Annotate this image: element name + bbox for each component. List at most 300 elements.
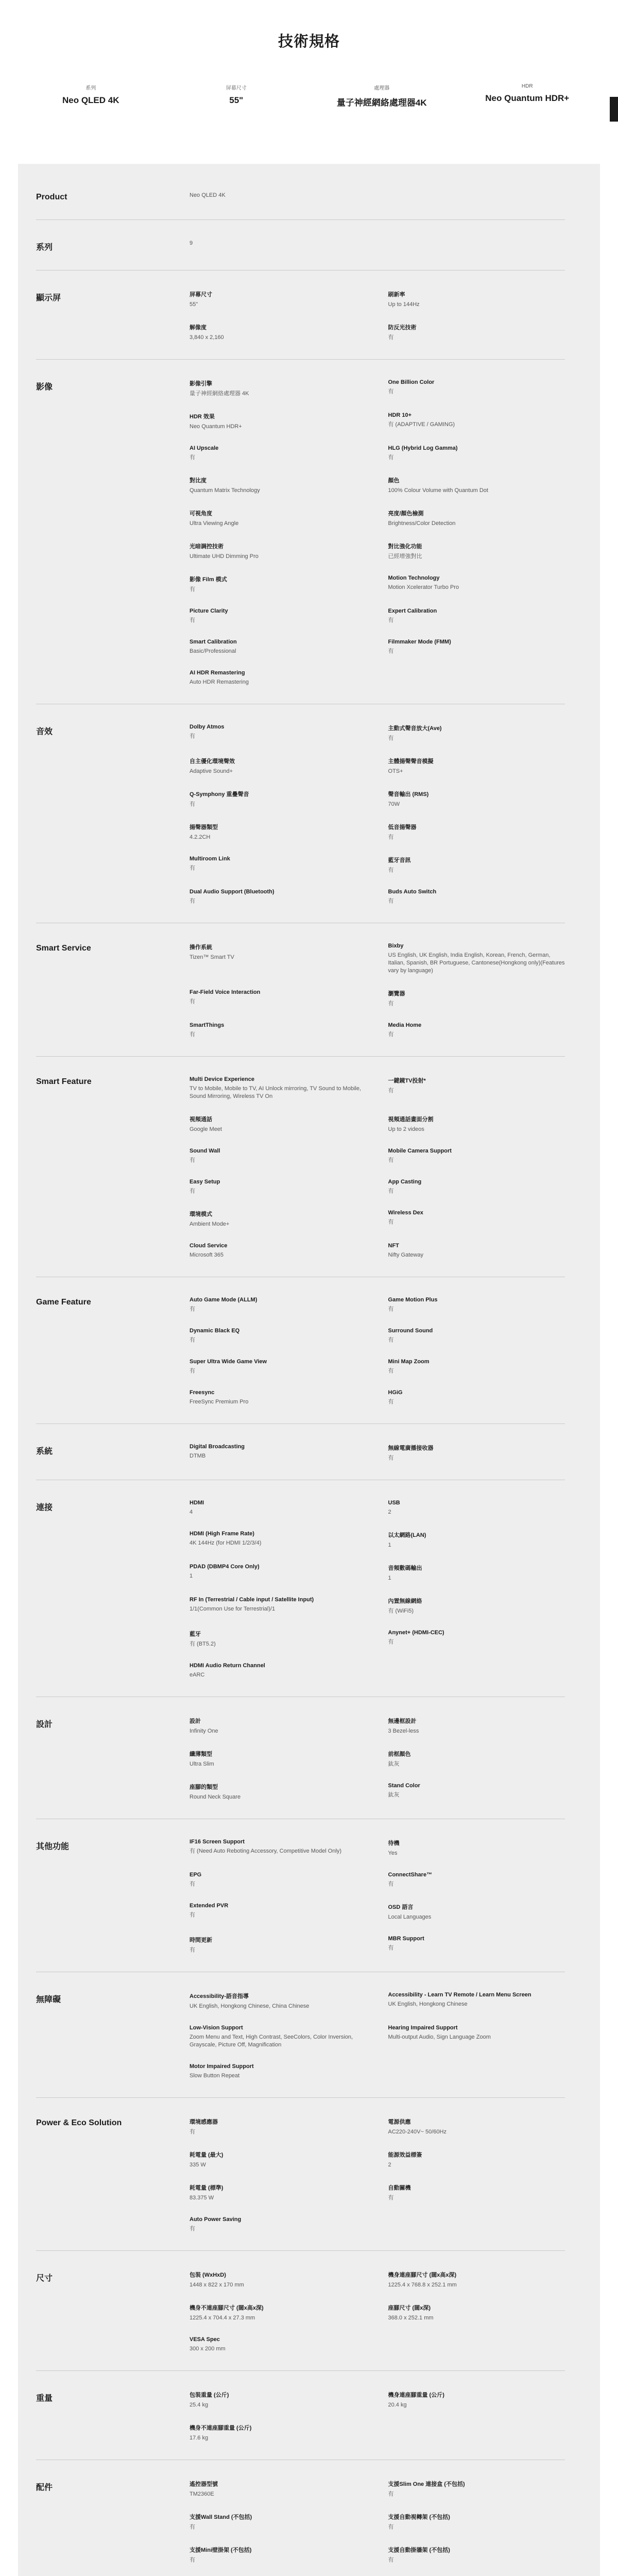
spec-value: Basic/Professional <box>190 648 236 654</box>
spec-label: 光暗調控技術 <box>190 544 224 550</box>
spec-label: Dynamic Black EQ <box>190 1328 240 1334</box>
spec-label: Accessibility - Learn TV Remote / Learn Menu Screen <box>388 1992 531 1998</box>
header-area <box>0 0 618 160</box>
spec-section <box>36 923 565 1056</box>
spec-label: 機身不連座腳重量 (公斤) <box>190 2425 252 2431</box>
spec-label: Game Motion Plus <box>388 1297 438 1303</box>
spec-label: 視頻通話畫面分割 <box>388 1116 434 1123</box>
spec-item <box>388 1328 565 1344</box>
spec-item <box>190 943 367 975</box>
spec-item <box>190 192 367 202</box>
spec-value: 17.6 kg <box>190 2435 209 2441</box>
spec-value: Up to 144Hz <box>388 301 420 308</box>
spec-value: 有 (Need Auto Reboting Accessory, Competitive Model Only) <box>190 1848 342 1854</box>
spec-label: 支援Slim One 連接盒 (不包括) <box>388 2481 465 2487</box>
spec-item <box>388 1872 565 1888</box>
spec-value: 9 <box>190 240 193 246</box>
spec-item <box>388 412 565 431</box>
spec-label: AI HDR Remastering <box>190 670 245 676</box>
spec-value: 335 W <box>190 2162 206 2168</box>
spec-value: 有 (BT5.2) <box>190 1641 216 1647</box>
spec-value: 鈦灰 <box>388 1761 400 1767</box>
spec-value: 1/1(Common Use for Terrestrial)/1 <box>190 1606 276 1612</box>
spec-label: HDR 10+ <box>388 412 412 418</box>
spec-item <box>388 2546 565 2564</box>
spec-table <box>18 164 600 2576</box>
spec-value: 量子神經網絡處理器 4K <box>190 391 249 397</box>
spec-value: 20.4 kg <box>388 2402 407 2408</box>
spec-value: 有 (ADAPTIVE / GAMING) <box>388 421 455 428</box>
spec-value: Ultra Slim <box>190 1761 214 1767</box>
spec-value: 有 <box>190 1368 195 1374</box>
spec-label: Expert Calibration <box>388 608 437 614</box>
spec-label: Auto Game Mode (ALLM) <box>190 1297 258 1303</box>
spec-value: Slow Button Repeat <box>190 2073 240 2079</box>
spec-item <box>190 1564 367 1582</box>
spec-item <box>388 1564 565 1582</box>
spec-item <box>388 757 565 775</box>
spec-label: AI Upscale <box>190 445 219 451</box>
spec-label: 亮度/顏色檢測 <box>388 511 424 517</box>
spec-value: TM2360E <box>190 2491 214 2497</box>
spec-value: 1225.4 x 704.4 x 27.3 mm <box>190 2315 255 2321</box>
spec-item <box>190 290 367 309</box>
spec-section <box>36 1972 565 2097</box>
spec-value: 有 <box>190 2226 195 2232</box>
spec-item <box>190 2183 367 2202</box>
spec-label: 座腳尺寸 (闊x深) <box>388 2305 431 2311</box>
spec-label: 耗電量 (最大) <box>190 2152 224 2158</box>
spec-value: 1448 x 822 x 170 mm <box>190 2282 244 2288</box>
spec-value: 2 <box>388 1509 391 1515</box>
spec-label: App Casting <box>388 1179 422 1185</box>
spec-label: 纖薄類型 <box>190 1751 212 1757</box>
spec-label: Media Home <box>388 1022 422 1028</box>
spec-value: 有 <box>388 1157 394 1163</box>
spec-item <box>190 542 367 561</box>
spec-value: 有 <box>388 454 394 461</box>
spec-section-body <box>190 1444 565 1462</box>
spec-item <box>388 1750 565 1768</box>
spec-label: 支援自動掛牆架 (不包括) <box>388 2547 450 2553</box>
spec-value: 有 <box>388 2524 394 2530</box>
spec-item <box>190 724 367 742</box>
spec-label: Freesync <box>190 1389 215 1396</box>
spec-section <box>36 1423 565 1480</box>
spec-item <box>190 1076 367 1100</box>
spec-item <box>190 823 367 841</box>
spec-label: Low-Vision Support <box>190 2025 243 2031</box>
spec-value: Motion Xcelerator Turbo Pro <box>388 584 459 590</box>
spec-label: Stand Color <box>388 1783 420 1789</box>
spec-value: 有 <box>190 1306 195 1312</box>
spec-label: HDMI Audio Return Channel <box>190 1663 265 1669</box>
spec-section <box>36 164 565 219</box>
spec-item <box>388 856 565 874</box>
spec-label: 自主優化環境聲效 <box>190 758 235 765</box>
spec-section <box>36 1480 565 1697</box>
spec-item <box>388 1179 565 1195</box>
spec-label: 時間更新 <box>190 1937 212 1943</box>
spec-item <box>190 575 367 594</box>
spec-section <box>36 1697 565 1819</box>
spec-value: 有 <box>190 617 195 623</box>
spec-label: SmartThings <box>190 1022 225 1028</box>
summary-value: Neo Quantum HDR+ <box>485 93 570 103</box>
spec-section-body <box>190 2117 565 2233</box>
spec-label: 前框顏色 <box>388 1751 411 1757</box>
spec-label: 影像 Film 模式 <box>190 577 227 583</box>
spec-value: Local Languages <box>388 1914 432 1920</box>
spec-value: 有 <box>388 1188 394 1194</box>
spec-item <box>388 724 565 742</box>
summary-item <box>455 83 600 108</box>
spec-label: 藍牙 <box>190 1631 201 1637</box>
spec-label: 遙控器型號 <box>190 2481 218 2487</box>
spec-label: 對比度 <box>190 478 207 484</box>
spec-item <box>190 1750 367 1768</box>
spec-item <box>388 1936 565 1954</box>
spec-label: ConnectShare™ <box>388 1872 433 1878</box>
spec-value: 有 <box>388 2491 394 2497</box>
spec-label: IF16 Screen Support <box>190 1839 245 1845</box>
spec-item <box>388 1076 565 1100</box>
spec-label: Auto Power Saving <box>190 2216 242 2223</box>
spec-item <box>190 1903 367 1921</box>
spec-label: Multiroom Link <box>190 856 230 862</box>
spec-item <box>388 1389 565 1406</box>
spec-section-title: 連接 <box>36 1503 53 1512</box>
spec-item <box>190 1115 367 1133</box>
spec-item <box>190 2063 367 2080</box>
page-title: 技術規格 <box>278 33 340 50</box>
spec-section-title: 尺寸 <box>36 2274 53 2283</box>
spec-item <box>388 1359 565 1375</box>
spec-item <box>190 2025 367 2049</box>
spec-value: 300 x 200 mm <box>190 2346 226 2352</box>
spec-value: 有 <box>190 454 195 461</box>
spec-label: 機身不連座腳尺寸 (闊x高x深) <box>190 2305 264 2311</box>
spec-value: 已經增強對比 <box>388 553 422 560</box>
spec-item <box>190 1328 367 1344</box>
spec-item <box>388 476 565 495</box>
spec-item <box>388 1717 565 1735</box>
spec-value: Neo QLED 4K <box>190 192 226 198</box>
spec-section-title: Product <box>36 193 67 201</box>
spec-value: 有 <box>388 648 394 654</box>
spec-label: Dual Audio Support (Bluetooth) <box>190 889 274 895</box>
spec-section-title: 配件 <box>36 2483 53 2492</box>
spec-section <box>36 704 565 923</box>
summary-item <box>164 83 310 108</box>
spec-label: RF In (Terrestrial / Cable input / Satellite Input) <box>190 1597 314 1603</box>
spec-value: 有 <box>388 2195 394 2201</box>
spec-section <box>36 2370 565 2460</box>
spec-value: Ultimate UHD Dimming Pro <box>190 553 259 560</box>
spec-value: Brightness/Color Detection <box>388 520 456 527</box>
spec-value: 有 <box>388 1031 394 1038</box>
spec-item <box>190 1992 367 2010</box>
spec-label: 可視角度 <box>190 511 212 517</box>
spec-section-body <box>190 724 565 905</box>
spec-label: Digital Broadcasting <box>190 1444 245 1450</box>
spec-label: Buds Auto Switch <box>388 889 437 895</box>
spec-item <box>388 989 565 1008</box>
side-feedback-tab[interactable] <box>610 97 618 122</box>
spec-value: OTS+ <box>388 768 403 774</box>
spec-label: Sound Wall <box>190 1148 220 1154</box>
spec-value: UK English, Hongkong Chinese <box>388 2001 468 2007</box>
spec-label: Wireless Dex <box>388 1210 423 1216</box>
spec-label: 揚聲器類型 <box>190 824 218 831</box>
spec-value: UK English, Hongkong Chinese, China Chinese <box>190 2003 310 2009</box>
spec-value: 有 <box>190 801 195 807</box>
spec-value: 有 <box>190 586 195 592</box>
spec-label: Motion Technology <box>388 575 440 581</box>
spec-item <box>190 2270 367 2289</box>
spec-label: Dolby Atmos <box>190 724 225 730</box>
spec-label: 無線電廣播接收器 <box>388 1445 434 1451</box>
spec-value: Yes <box>388 1850 398 1856</box>
spec-section <box>36 359 565 704</box>
spec-section-title: 重量 <box>36 2394 53 2403</box>
spec-section <box>36 1056 565 1277</box>
spec-label: Motor Impaired Support <box>190 2063 254 2070</box>
spec-label: 低音揚聲器 <box>388 824 417 831</box>
spec-section-body <box>190 1717 565 1801</box>
spec-label: Q-Symphony 重疊聲音 <box>190 791 249 798</box>
spec-value: Ultra Viewing Angle <box>190 520 239 527</box>
summary-label: 處理器 <box>374 86 390 91</box>
spec-item <box>190 476 367 495</box>
spec-value: TV to Mobile, Mobile to TV, AI Unlock mirroring, TV Sound to Mobile, Sound Mirroring, Wireless TV On <box>190 1086 362 1099</box>
spec-item <box>190 670 367 686</box>
spec-item <box>388 2025 565 2049</box>
spec-label: 機身連座腳尺寸 (闊x高x深) <box>388 2272 457 2278</box>
spec-value: 有 <box>190 2129 195 2135</box>
spec-label: HDMI <box>190 1500 204 1506</box>
spec-section-title: Game Feature <box>36 1298 91 1307</box>
spec-label: 待機 <box>388 1840 400 1846</box>
spec-section-title: 設計 <box>36 1720 53 1729</box>
spec-label: 支援自動視轉架 (不包括) <box>388 2514 450 2520</box>
spec-value: 有 <box>388 867 394 873</box>
spec-label: EPG <box>190 1872 202 1878</box>
spec-section-body <box>190 1297 565 1406</box>
spec-value: Adaptive Sound+ <box>190 768 233 774</box>
spec-section-title: 音效 <box>36 727 53 736</box>
summary-label: 屏幕尺寸 <box>226 86 247 91</box>
spec-item <box>190 1022 367 1039</box>
spec-item <box>388 889 565 905</box>
spec-label: Filmmaker Mode (FMM) <box>388 639 451 645</box>
spec-item <box>388 1839 565 1857</box>
spec-label: 支援Wall Stand (不包括) <box>190 2514 252 2520</box>
spec-value: 有 <box>190 998 195 1005</box>
spec-item <box>388 1783 565 1801</box>
spec-value: 有 <box>190 898 195 904</box>
spec-item <box>190 2117 367 2136</box>
spec-item <box>190 608 367 624</box>
spec-label: 一鍵鏡TV投射* <box>388 1078 426 1084</box>
spec-value: 1225.4 x 768.8 x 252.1 mm <box>388 2282 457 2288</box>
spec-item <box>388 1903 565 1921</box>
spec-label: 屏幕尺寸 <box>190 292 212 298</box>
spec-value: 1 <box>388 1575 391 1581</box>
spec-label: 操作系統 <box>190 944 212 951</box>
spec-item <box>388 542 565 561</box>
spec-item <box>190 509 367 528</box>
spec-item <box>388 1531 565 1549</box>
spec-item <box>388 2480 565 2498</box>
spec-label: 機身連座腳重量 (公斤) <box>388 2392 444 2398</box>
spec-item <box>190 639 367 655</box>
spec-item <box>190 2391 367 2409</box>
spec-section-body <box>190 379 565 686</box>
spec-value: Quantum Matrix Technology <box>190 487 260 494</box>
spec-label: 設計 <box>190 1718 201 1724</box>
spec-label: Multi Device Experience <box>190 1076 254 1082</box>
spec-label: Easy Setup <box>190 1179 220 1185</box>
spec-item <box>190 856 367 874</box>
spec-item <box>388 445 565 462</box>
spec-value: 有 <box>190 733 195 739</box>
spec-item <box>388 1243 565 1259</box>
spec-section-title: 顯示屏 <box>36 294 61 302</box>
spec-item <box>190 2150 367 2169</box>
spec-value: 有 <box>388 2557 394 2563</box>
spec-item <box>190 1597 367 1615</box>
spec-item <box>190 989 367 1008</box>
spec-item <box>388 2391 565 2409</box>
spec-value: 4 <box>190 1509 193 1515</box>
spec-value: 有 <box>388 617 394 623</box>
spec-value: 2 <box>388 2162 391 2168</box>
spec-value: 3,840 x 2,160 <box>190 334 224 341</box>
spec-value: 83.375 W <box>190 2195 214 2201</box>
spec-item <box>388 2303 565 2322</box>
spec-section-body <box>190 2270 565 2353</box>
spec-item <box>388 323 565 342</box>
spec-section-title: Smart Service <box>36 944 91 953</box>
spec-item <box>388 379 565 398</box>
spec-value: Neo Quantum HDR+ <box>190 423 242 430</box>
spec-value: 有 <box>190 1157 195 1163</box>
spec-label: 刷新率 <box>388 292 405 298</box>
spec-label: HDR 效果 <box>190 414 215 420</box>
spec-value: US English, UK English, India English, Korean, French, German, Italian, Spanish, BR Portuguese, Cantonese(Hongkong only)(Features vary by language) <box>388 952 565 974</box>
spec-value: 有 <box>388 388 394 395</box>
spec-item <box>190 757 367 775</box>
spec-item <box>190 1531 367 1549</box>
spec-label: 電源供應 <box>388 2119 411 2125</box>
spec-item <box>190 2513 367 2531</box>
spec-section <box>36 2460 565 2576</box>
spec-value: 55" <box>190 301 198 308</box>
spec-item <box>388 2513 565 2531</box>
spec-item <box>190 1243 367 1259</box>
spec-value: 有 <box>388 1337 394 1343</box>
spec-value: 4K 144Hz (for HDMI 1/2/3/4) <box>190 1540 262 1546</box>
spec-label: 音頻數碼輸出 <box>388 1565 422 1571</box>
spec-item <box>388 1992 565 2010</box>
spec-item <box>190 1297 367 1313</box>
spec-section-body <box>190 2480 565 2576</box>
spec-section-title: Smart Feature <box>36 1077 92 1086</box>
spec-section-title: 影像 <box>36 383 53 392</box>
spec-value: 有 <box>190 1912 195 1918</box>
spec-value: 有 <box>388 1306 394 1312</box>
spec-label: 座腳的類型 <box>190 1784 218 1790</box>
spec-item <box>190 2480 367 2498</box>
spec-label: 瀏覽器 <box>388 991 405 997</box>
spec-label: HLG (Hybrid Log Gamma) <box>388 445 458 451</box>
spec-label: Super Ultra Wide Game View <box>190 1359 267 1365</box>
spec-value: 有 <box>190 1337 195 1343</box>
spec-item <box>388 608 565 624</box>
spec-value: 有 (WiFi5) <box>388 1608 414 1614</box>
spec-section-body <box>190 290 565 342</box>
spec-value: 有 <box>388 735 394 741</box>
spec-label: Bixby <box>388 943 404 949</box>
spec-value: 有 <box>190 1881 195 1887</box>
spec-label: 環境模式 <box>190 1211 212 1217</box>
spec-value: 有 <box>388 834 394 840</box>
spec-label: Smart Calibration <box>190 639 237 645</box>
spec-value: AC220-240V~ 50/60Hz <box>388 2129 447 2135</box>
spec-item <box>388 2150 565 2169</box>
spec-label: VESA Spec <box>190 2336 220 2343</box>
spec-item <box>190 1936 367 1954</box>
spec-value: Ambient Mode+ <box>190 1221 230 1227</box>
spec-value: 368.0 x 252.1 mm <box>388 2315 434 2321</box>
spec-label: Hearing Impaired Support <box>388 2025 458 2031</box>
spec-label: Far-Field Voice Interaction <box>190 989 261 995</box>
spec-label: HDMI (High Frame Rate) <box>190 1531 254 1537</box>
spec-item <box>190 379 367 398</box>
spec-value: FreeSync Premium Pro <box>190 1399 249 1405</box>
spec-item <box>388 2117 565 2136</box>
spec-label: Mini Map Zoom <box>388 1359 430 1365</box>
spec-value: Tizen™ Smart TV <box>190 954 234 960</box>
spec-value: 有 <box>190 1947 195 1953</box>
spec-item <box>190 1500 367 1516</box>
spec-value: 有 <box>388 1219 394 1225</box>
spec-item <box>190 2216 367 2233</box>
spec-label: Picture Clarity <box>190 608 228 614</box>
spec-item <box>190 323 367 342</box>
spec-item <box>190 1717 367 1735</box>
spec-value: 100% Colour Volume with Quantum Dot <box>388 487 488 494</box>
spec-value: 1 <box>388 1542 391 1548</box>
spec-value: Infinity One <box>190 1728 218 1734</box>
spec-section <box>36 270 565 359</box>
spec-item <box>388 639 565 655</box>
spec-label: Surround Sound <box>388 1328 433 1334</box>
spec-item <box>190 1839 367 1857</box>
spec-label: 影像引擎 <box>190 381 212 387</box>
spec-item <box>190 2303 367 2322</box>
summary-item <box>309 83 455 108</box>
spec-item <box>190 2424 367 2442</box>
summary-value: 55" <box>229 95 244 105</box>
spec-label: 聲音輸出 (RMS) <box>388 791 429 798</box>
spec-value: 有 <box>388 1945 394 1951</box>
spec-value: Zoom Menu and Text, High Contrast, SeeColors, Color Inversion, Grayscale, Picture Off, Magnification <box>190 2034 353 2048</box>
spec-section-body <box>190 1076 565 1259</box>
spec-item <box>388 1500 565 1516</box>
spec-label: 防反光技術 <box>388 325 417 331</box>
